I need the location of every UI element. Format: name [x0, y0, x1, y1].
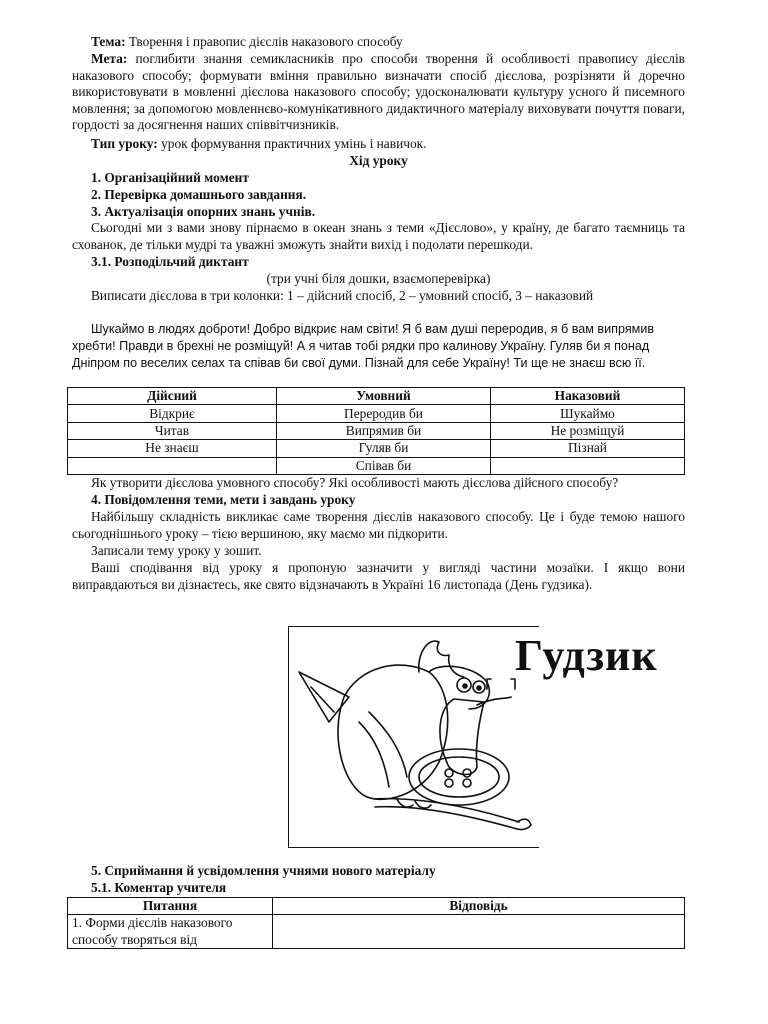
lesson-type-text: урок формування практичних умінь і навичок.	[161, 136, 427, 151]
step-2-heading: 2. Перевірка домашнього завдання.	[91, 187, 307, 202]
table-row	[68, 405, 685, 422]
lesson-type-line	[72, 136, 685, 153]
table-row	[68, 440, 685, 457]
topic-text: Творення і правопис дієслів наказового способу	[128, 34, 403, 49]
header-conditional: Умовний	[277, 388, 491, 405]
course-heading: Хід уроку	[349, 153, 408, 168]
lesson-type-label: Тип уроку:	[91, 136, 158, 151]
dictation-task: Виписати дієслова в три колонки: 1 – дійсний спосіб, 2 – умовний спосіб, 3 – наказовий	[91, 288, 594, 303]
table-cell: Пізнай	[491, 440, 685, 457]
table-cell: Співав би	[277, 457, 491, 474]
table-row	[68, 915, 685, 949]
dictation-note: (три учні біля дошки, взаємоперевірка)	[266, 271, 491, 286]
goal-label: Мета:	[91, 51, 128, 66]
table-cell	[491, 457, 685, 474]
table-cell: Випрямив би	[277, 422, 491, 439]
header-indicative: Дійсний	[68, 388, 277, 405]
step-4-paragraph-2: Записали тему уроку у зошит.	[91, 543, 262, 558]
moods-table-header-row	[68, 388, 685, 405]
table-cell: Відкриє	[68, 405, 277, 422]
table-cell	[68, 457, 277, 474]
goal-text: поглибити знання семикласників про способи творення й особливості правопису дієслів наказового способу; формувати вміння правильно визначати спосіб дієслова, розрізняти й доречно використовувати в мовленні дієслова наказового способу; удосконалювати культуру усного й писемного мовлення; за допомогою мовленнєво-комунікативного дидактичного матеріалу виховувати почуття поваги, гордості за досягнення наших співвітчизників.	[72, 51, 685, 133]
parrot-illustration-frame	[288, 626, 539, 848]
table-cell: Читав	[68, 422, 277, 439]
topic-label: Тема:	[91, 34, 126, 49]
step-3-1-heading: 3.1. Розподільчий диктант	[91, 254, 249, 269]
figure-title: Гудзик	[515, 631, 658, 680]
table-cell: Не розміщуй	[491, 422, 685, 439]
step-3-heading: 3. Актуалізація опорних знань учнів.	[91, 204, 316, 219]
parrot-drawing	[289, 627, 537, 845]
table-cell: Переродив би	[277, 405, 491, 422]
moods-table	[67, 387, 685, 475]
header-imperative: Наказовий	[491, 388, 685, 405]
step-4-paragraph-1: Найбільшу складність викликає саме творення дієслів наказового способу. Це і буде темою нашого сьогоднішнього уроку – тією вершиною, яку маємо ми підкорити.	[72, 509, 685, 541]
step-4-heading: 4. Повідомлення теми, мети і завдань уроку	[91, 492, 356, 507]
table-row	[68, 457, 685, 474]
step-4-paragraph-3: Ваші сподівання від уроку я пропоную зазначити у вигляді частини мозаїки. І якщо вони виправдаються ви дізнаєтесь, яке свято відзначають в Україні 16 листопада (День гудзика).	[72, 560, 685, 592]
step-5-heading: 5. Сприймання й усвідомлення учнями нового матеріалу	[91, 863, 436, 878]
dictation-text: Шукаймо в людях доброти! Добро відкриє нам світи! Я б вам душі переродив, я б вам випрямив хребти! Правди в брехні не розміщуй! А я читав тобі рядки про калинову Україну. Гуляв би я понад Дніпром по веселих селах та співав би свої думи. Пізнай для себе Україну! Ти ще не знаєш всю її.	[72, 322, 655, 370]
header-question: Питання	[68, 898, 273, 915]
qa-table	[67, 897, 685, 949]
table-row	[68, 422, 685, 439]
step-1-heading: 1. Організаційний момент	[91, 170, 249, 185]
intro-paragraph: Сьогодні ми з вами знову пірнаємо в океан знань з теми «Дієслово», у країну, де багато таємниць та схованок, де тільки мудрі та уважні зможуть знайти вихід і подолати перешкоди.	[72, 220, 685, 252]
answer-cell[interactable]	[273, 915, 685, 949]
table-cell: Не знаєш	[68, 440, 277, 457]
table-cell: 1. Форми дієслів наказового способу творяться від	[68, 915, 273, 949]
goal-paragraph	[72, 51, 685, 134]
question-after-table: Як утворити дієслова умовного способу? Які особливості мають дієслова дійсного способу?	[91, 475, 619, 490]
qa-table-header-row	[68, 898, 685, 915]
topic-line	[72, 34, 685, 51]
table-cell: Гуляв би	[277, 440, 491, 457]
header-answer: Відповідь	[273, 898, 685, 915]
step-5-1-heading: 5.1. Коментар учителя	[91, 880, 227, 895]
table-cell: Шукаймо	[491, 405, 685, 422]
